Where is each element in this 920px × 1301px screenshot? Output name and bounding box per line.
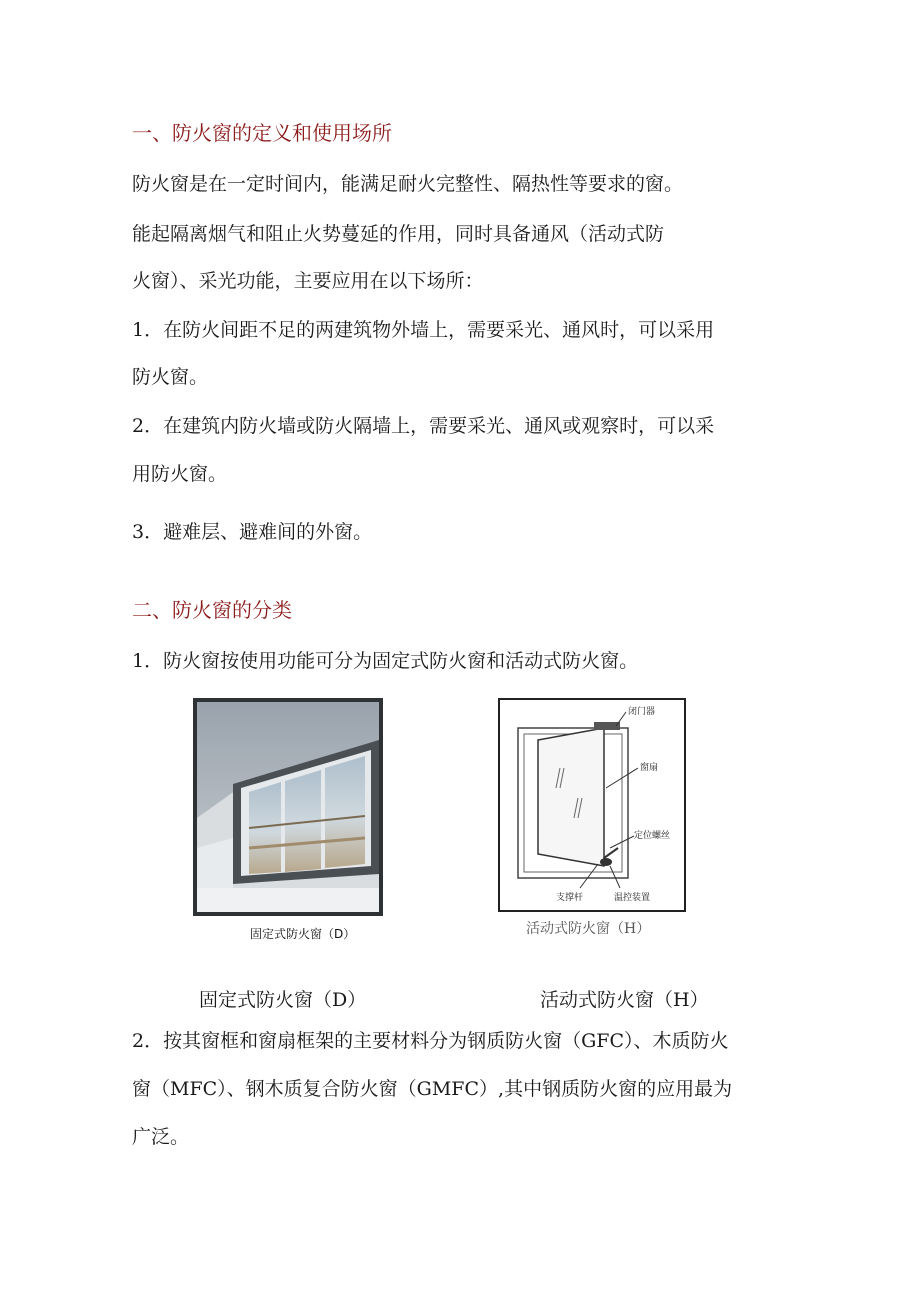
label-positioning-screw: 定位螺丝 xyxy=(634,831,671,841)
label-support-rod: 支撑杆 xyxy=(556,893,584,903)
list-item-2-cont: 用防火窗。 xyxy=(132,463,228,485)
fixed-window-photo xyxy=(193,698,383,916)
section2-heading: 二、防火窗的分类 xyxy=(132,598,292,622)
figure-caption-small: 固定式防火窗（D） xyxy=(250,927,356,941)
figure-caption-small-right: 活动式防火窗（H） xyxy=(526,921,651,937)
label-sash: 窗扇 xyxy=(640,763,659,773)
label-temperature-control: 温控装置 xyxy=(614,893,651,903)
figure-caption-fixed: 固定式防火窗（D） xyxy=(199,989,367,1011)
section1-heading: 一、防火窗的定义和使用场所 xyxy=(132,121,392,145)
paragraph-line: 防火窗是在一定时间内，能满足耐火完整性、隔热性等要求的窗。 xyxy=(132,173,684,195)
movable-window-diagram xyxy=(498,698,686,912)
list-item-1-cont: 防火窗。 xyxy=(132,366,209,388)
list-item-1: 1．在防火间距不足的两建筑物外墙上，需要采光、通风时，可以采用 xyxy=(132,319,715,341)
figure-caption-movable: 活动式防火窗（H） xyxy=(540,989,709,1011)
classification-item-2-cont: 窗（MFC）、钢木质复合防火窗（GMFC）,其中钢质防火窗的应用最为 xyxy=(132,1078,733,1100)
paragraph-line: 能起隔离烟气和阻止火势蔓延的作用，同时具备通风（活动式防 xyxy=(132,223,665,245)
classification-item-1: 1．防火窗按使用功能可分为固定式防火窗和活动式防火窗。 xyxy=(132,650,639,672)
label-door-closer: 闭门器 xyxy=(628,707,656,717)
classification-item-2-cont: 广泛。 xyxy=(132,1126,190,1148)
list-item-3: 3．避难层、避难间的外窗。 xyxy=(132,521,373,543)
classification-item-2: 2．按其窗框和窗扇框架的主要材料分为钢质防火窗（GFC）、木质防火 xyxy=(132,1030,729,1052)
paragraph-line: 火窗）、采光功能，主要应用在以下场所： xyxy=(132,270,484,292)
list-item-2: 2．在建筑内防火墙或防火隔墙上，需要采光、通风或观察时，可以采 xyxy=(132,415,715,437)
